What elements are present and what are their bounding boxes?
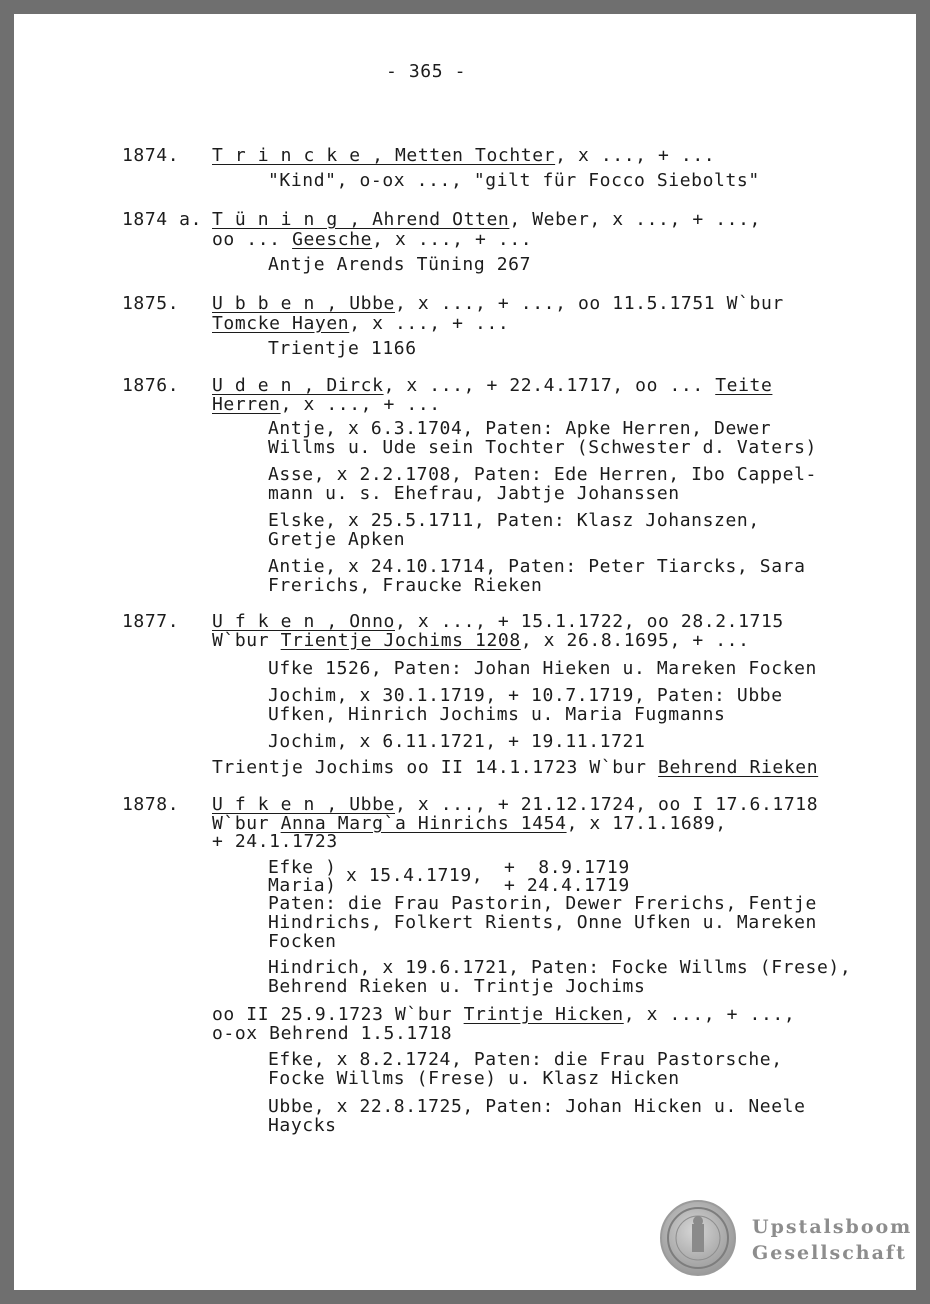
- entry-line: [212, 314, 509, 334]
- line-text: , x ..., + 15.1.1722, oo 28.2.1715: [395, 611, 784, 632]
- entry-line: "Kind", o-ox ..., "gilt für Focco Siebolts": [268, 170, 760, 191]
- entry-line: o-ox Behrend 1.5.1718: [212, 1023, 453, 1044]
- line-text: Trientje Jochims oo II 14.1.1723 W`bur: [212, 757, 659, 778]
- entry-line: [212, 631, 750, 651]
- entry-line: Gretje Apken: [268, 529, 406, 550]
- entry-line: Willms u. Ude sein Tochter (Schwester d. Vaters): [268, 437, 817, 458]
- person-name: U f k e n , Ubbe: [212, 794, 395, 815]
- entry-line: Hindrich, x 19.6.1721, Paten: Focke Willms (Frese),: [268, 957, 852, 978]
- entry-line: Antje, x 6.3.1704, Paten: Apke Herren, Dewer: [268, 418, 772, 439]
- entry-line: Efke, x 8.2.1724, Paten: die Frau Pastorsche,: [268, 1049, 783, 1070]
- person-name: T r i n c k e , Metten Tochter: [212, 145, 556, 166]
- entry-line: Jochim, x 30.1.1719, + 10.7.1719, Paten: Ubbe: [268, 685, 783, 706]
- entry-line: Haycks: [268, 1115, 337, 1136]
- entry-line: [212, 230, 532, 250]
- entry-number: 1875.: [122, 293, 180, 314]
- entry-line: + 24.4.1719: [504, 875, 630, 896]
- entry-number: 1876.: [122, 375, 180, 396]
- entry-line: Ufken, Hinrich Jochims u. Maria Fugmanns: [268, 704, 726, 725]
- entry-line: Antie, x 24.10.1714, Paten: Peter Tiarcks, Sara: [268, 556, 806, 577]
- spouse-name: Trintje Hicken: [463, 1004, 624, 1025]
- entry-line: Focke Willms (Frese) u. Klasz Hicken: [268, 1068, 680, 1089]
- entry-line: Trientje 1166: [268, 338, 417, 359]
- entry-line: [212, 146, 715, 166]
- entry-line: Ufke 1526, Paten: Johan Hieken u. Mareken Focken: [268, 658, 817, 679]
- person-name: U f k e n , Onno: [212, 611, 395, 632]
- line-text: , Weber, x ..., + ...,: [509, 209, 761, 230]
- spouse-name: Behrend Rieken: [658, 757, 819, 778]
- entry-line: Asse, x 2.2.1708, Paten: Ede Herren, Ibo Cappel-: [268, 464, 817, 485]
- entry-line: Maria): [268, 875, 337, 896]
- spouse-name: Anna Marg`a Hinrichs 1454: [280, 813, 567, 834]
- person-name: U d e n , Dirck: [212, 375, 384, 396]
- line-text: , x ..., + 21.12.1724, oo I 17.6.1718: [395, 794, 819, 815]
- entry-line: + 24.1.1723: [212, 831, 338, 852]
- line-text: W`bur: [212, 630, 281, 651]
- entry-line: Frerichs, Fraucke Rieken: [268, 575, 543, 596]
- line-text: oo ...: [212, 229, 293, 250]
- entry-line: Focken: [268, 931, 337, 952]
- entry-line: Elske, x 25.5.1711, Paten: Klasz Johanszen,: [268, 510, 760, 531]
- person-name: U b b e n , Ubbe: [212, 293, 395, 314]
- line-text: , x ..., + ...,: [623, 1004, 796, 1025]
- entry-line: [212, 294, 784, 314]
- entry-number: 1874.: [122, 145, 180, 166]
- entry-line: [212, 758, 818, 778]
- logo-text-line1: Upstalsboom: [752, 1216, 913, 1238]
- entry-line: Hindrichs, Folkert Rients, Onne Ufken u. Mareken: [268, 912, 817, 933]
- entry-line: [212, 612, 784, 632]
- entry-line: [212, 395, 441, 415]
- entry-line: Behrend Rieken u. Trintje Jochims: [268, 976, 646, 997]
- document-page: [14, 14, 916, 1290]
- line-text: oo II 25.9.1723 W`bur: [212, 1004, 464, 1025]
- entry-line: [212, 1005, 795, 1025]
- entry-number: 1874 a.: [122, 209, 203, 230]
- line-text: , x ..., + ...: [555, 145, 716, 166]
- line-text: , x ..., + ..., oo 11.5.1751 W`bur: [395, 293, 784, 314]
- line-text: , x 17.1.1689,: [566, 813, 727, 834]
- page-number: - 365 -: [386, 61, 467, 82]
- entry-line: mann u. s. Ehefrau, Jabtje Johanssen: [268, 483, 680, 504]
- spouse-name: Teite: [715, 375, 773, 396]
- line-text: W`bur: [212, 813, 281, 834]
- line-text: , x 26.8.1695, + ...: [520, 630, 750, 651]
- entry-line: x 15.4.1719,: [346, 865, 484, 886]
- entry-line: Jochim, x 6.11.1721, + 19.11.1721: [268, 731, 646, 752]
- entry-number: 1878.: [122, 794, 180, 815]
- logo-text-line2: Gesellschaft: [752, 1242, 907, 1264]
- entry-line: [212, 210, 761, 230]
- line-text: , x ..., + ...: [349, 313, 510, 334]
- spouse-name: Geesche: [292, 229, 373, 250]
- line-text: , x ..., + ...: [372, 229, 533, 250]
- spouse-name: Trientje Jochims 1208: [280, 630, 521, 651]
- entry-line: [212, 795, 818, 815]
- entry-line: Antje Arends Tüning 267: [268, 254, 532, 275]
- spouse-name: Herren: [212, 394, 281, 415]
- line-text: , x ..., + ...: [280, 394, 441, 415]
- line-text: , x ..., + 22.4.1717, oo ...: [383, 375, 716, 396]
- society-seal-icon: [660, 1200, 736, 1276]
- entry-line: + 8.9.1719: [504, 857, 630, 878]
- entry-line: Paten: die Frau Pastorin, Dewer Frerichs, Fentje: [268, 893, 817, 914]
- spouse-name: Tomcke Hayen: [212, 313, 350, 334]
- entry-line: Ubbe, x 22.8.1725, Paten: Johan Hicken u. Neele: [268, 1096, 806, 1117]
- entry-line: Efke ): [268, 857, 337, 878]
- entry-line: [212, 376, 772, 396]
- person-name: T ü n i n g , Ahrend Otten: [212, 209, 510, 230]
- entry-number: 1877.: [122, 611, 180, 632]
